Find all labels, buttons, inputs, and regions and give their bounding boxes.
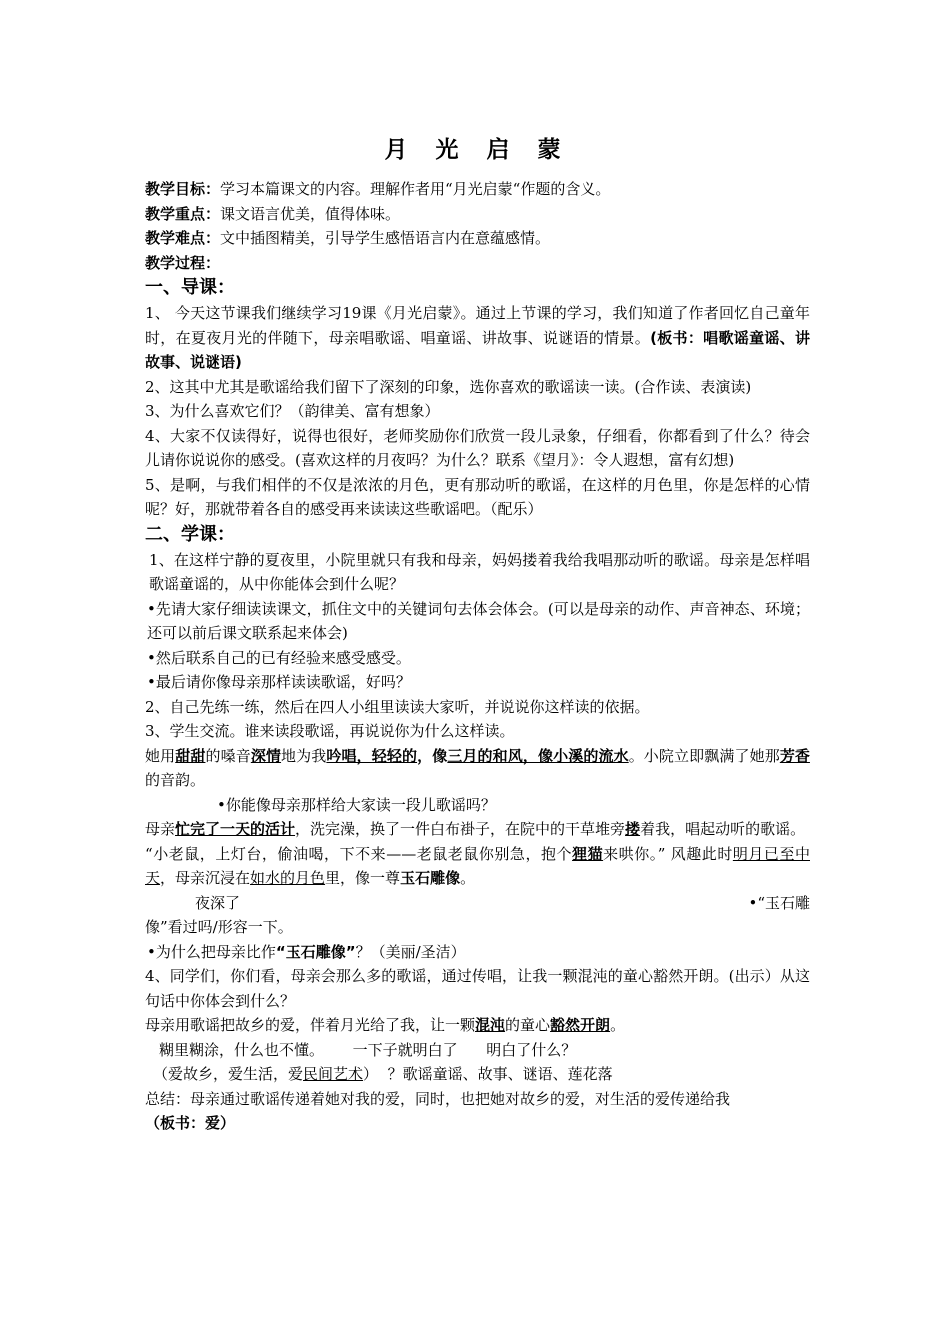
night-text: 夜深了 (195, 893, 241, 912)
key-word: 三月的和风，像小溪的流水 (447, 746, 629, 765)
page-title: 月 光 启 蒙 (384, 137, 571, 163)
quote-text: •为什么把母亲比作 (147, 942, 276, 961)
section2-heading: 二、学课： (145, 523, 235, 545)
quote-text: 的嗓音 (205, 746, 251, 765)
section1-p4: 4、大家不仅读得好，说得也很好，老师奖励你们欣赏一段儿录象，仔细看，你都看到了什么？待会儿请你说说你的感受。(喜欢这样的月夜吗？为什么？联系《望月》：令人遐想，富有幻想) (145, 426, 810, 469)
section2-p3: 3、学生交流。谁来读段歌谣，再说说你为什么这样读。 (145, 722, 515, 740)
section1-p5: 5、是啊，与我们相伴的不仅是浓浓的月色，更有那动听的歌谣，在这样的月色里，你是怎样的心情呢？好，那就带着各自的感受再来读读这些歌谣吧。（配乐） (145, 475, 810, 518)
bullet-5 (145, 940, 810, 965)
key-word: 狸猫 (572, 844, 604, 863)
quote-text: ， (417, 746, 433, 765)
goal-text: 学习本篇课文的内容。理解作者用“月光启蒙“作题的含义。 (220, 180, 611, 198)
quote-text: 着我，唱起动听的歌谣。 (640, 820, 806, 838)
quote-text: 。 (460, 869, 476, 887)
key-phrase: 民间艺术 (303, 1065, 364, 1083)
goal-line (145, 177, 810, 202)
key-word: 玉石雕像 (400, 869, 461, 887)
love-line (145, 1062, 810, 1087)
jade-question-start: •“玉石雕 (748, 893, 810, 912)
quote-text: ？（美丽/圣洁） (355, 942, 466, 961)
bullet-4: •你能像母亲那样给大家读一段儿歌谣吗？ (217, 795, 496, 814)
gloss-line: 糊里糊涂，什么也不懂。 一下子就明白了 明白了什么？ (159, 1040, 577, 1059)
section1-p1 (145, 301, 810, 375)
process-line (145, 251, 810, 276)
quote-rhyme (145, 842, 810, 891)
section1-p2: 2、这其中尤其是歌谣给我们留下了深刻的印象，选你喜欢的歌谣读一读。(合作读、表演读) (145, 377, 752, 396)
night-row (145, 891, 810, 916)
key-word: 像 (432, 746, 448, 765)
quote-songs (145, 1013, 810, 1038)
quote-singing (145, 744, 810, 793)
board-note-2: （板书：爱） (145, 1114, 236, 1132)
section2-p1: 1、在这样宁静的夏夜里，小院里就只有我和母亲，妈妈搂着我给我唱那动听的歌谣。母亲是怎样唱歌谣童谣的，从中你能体会到什么呢？ (149, 550, 810, 593)
jade-question-end: 像”看过吗/形容一下。 (145, 918, 293, 936)
key-word: 搂 (625, 820, 641, 838)
bullet-1: •先请大家仔细读读课文，抓住文中的关键词句去体会体会。(可以是母亲的动作、声音神态、环境；还可以前后课文联系起来体会) (147, 599, 810, 642)
key-word: “玉石雕像” (275, 942, 356, 961)
quote-text: 母亲用歌谣把故乡的爱，伴着月光给了我，让一颗 (145, 1016, 476, 1034)
section1-p1-text: 1、 今天这节课我们继续学习19课《月光启蒙》。通过上节课的学习，我们知道了作者回忆自己童年时，在夏夜月光的伴随下，母亲唱歌谣、唱童谣、讲故事、说谜语的情景。 (145, 304, 810, 347)
key-word: 混沌 (475, 1016, 506, 1034)
summary-line: 总结：母亲通过歌谣传递着她对我的爱，同时，也把她对故乡的爱，对生活的爱传递给我 (145, 1089, 731, 1108)
board-note-1: (板书：唱歌谣童谣、讲故事、说谜语) (145, 328, 810, 371)
quote-text: 里，像一尊 (325, 869, 401, 887)
section1-p3: 3、为什么喜欢它们？（韵律美、富有想象） (145, 402, 440, 420)
key-word: 豁然开朗 (550, 1016, 611, 1034)
bullet-3: •最后请你像母亲那样读读歌谣，好吗？ (147, 673, 411, 691)
key-label: 教学重点： (145, 204, 221, 223)
key-line (145, 202, 810, 227)
process-label: 教学过程： (145, 253, 221, 272)
quote-text: ） ？歌谣童谣、故事、谜语、莲花落 (363, 1065, 613, 1083)
goal-label: 教学目标： (145, 180, 221, 198)
key-phrase: 明月已至中天 (145, 844, 810, 887)
difficulty-line (145, 226, 810, 251)
quote-text: 她用 (145, 746, 176, 765)
quote-text: 的音韵。 (145, 771, 206, 789)
key-word: 芳香 (779, 746, 810, 765)
quote-text: 来哄你。” 风趣此时 (603, 844, 733, 863)
bullet-2: •然后联系自己的已有经验来感受感受。 (147, 648, 411, 667)
quote-text: ，母亲沉浸在 (160, 869, 251, 887)
quote-text: （爱故乡，爱生活，爱 (153, 1065, 304, 1083)
section1-heading: 一、导课： (145, 277, 235, 298)
quote-text: ，洗完澡，换了一件白布褂子，在院中的干草堆旁 (295, 820, 626, 838)
difficulty-label: 教学难点： (145, 229, 221, 247)
quote-text: 地为我 (281, 746, 327, 765)
document-page (145, 133, 810, 1136)
key-text: 课文语言优美，值得体味。 (220, 204, 401, 223)
section2-p4: 4、同学们，你们看，母亲会那么多的歌谣，通过传唱，让我一颗混沌的童心豁然开朗。(出示）从这句话中你体会到什么？ (145, 967, 810, 1010)
quote-text: 母亲 (145, 820, 176, 838)
key-word: 吟唱，轻轻的 (326, 746, 418, 765)
key-word: 甜甜 (175, 746, 206, 765)
quote-text: 。 (610, 1016, 626, 1034)
section2-p2: 2、自己先练一练，然后在四人小组里读读大家听，并说说你这样读的依据。 (145, 697, 650, 716)
key-word: 深情 (250, 746, 282, 765)
key-word: 忙完了一天的活计 (175, 820, 296, 838)
key-phrase: 如水的月色 (250, 869, 326, 887)
quote-text: 的童心 (505, 1016, 551, 1034)
quote-mother (145, 817, 810, 842)
quote-text: “小老鼠，上灯台，偷油喝，下不来——老鼠老鼠你别急，抱个 (145, 844, 573, 863)
difficulty-text: 文中插图精美，引导学生感悟语言内在意蕴感情。 (220, 229, 551, 247)
quote-text: 。小院立即飘满了她那 (628, 746, 780, 765)
